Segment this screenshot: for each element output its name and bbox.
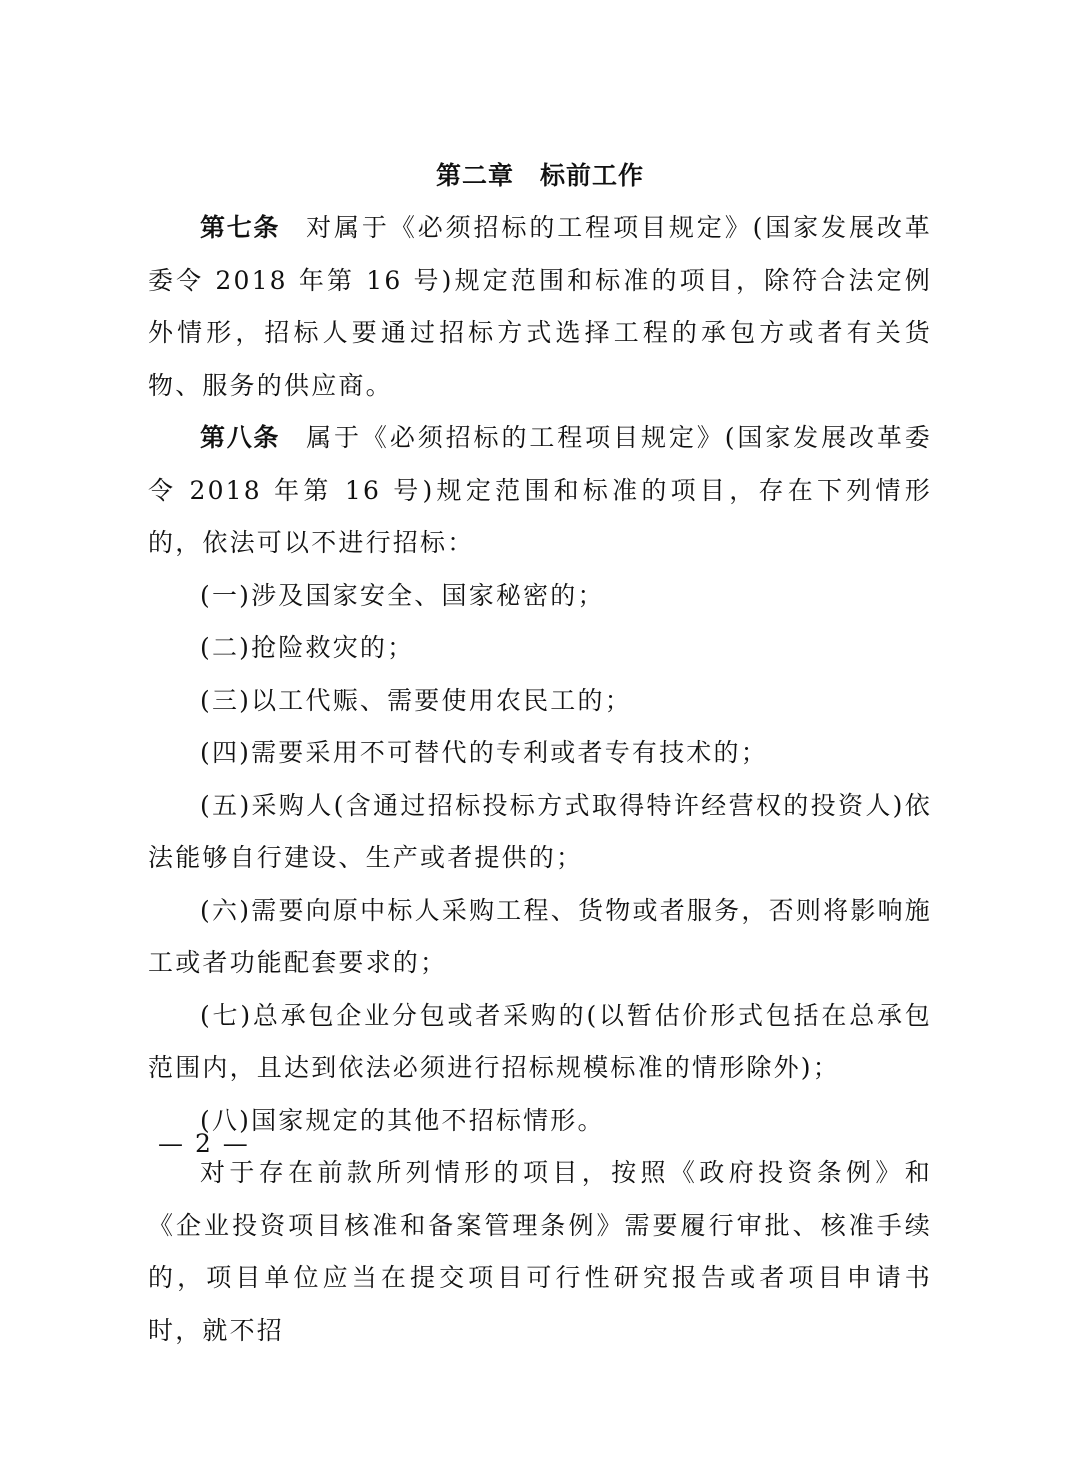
article-8 (148, 412, 932, 570)
page-number: — 2 — (158, 1129, 250, 1158)
list-item-1: (一)涉及国家安全、国家秘密的； (200, 580, 605, 610)
article-7 (148, 202, 932, 412)
list-item-4: (四)需要采用不可替代的专利或者专有技术的； (200, 738, 768, 767)
document-page (148, 150, 932, 1357)
list-item-2: (二)抢险救灾的； (200, 633, 415, 662)
article-8-text: 属于《必须招标的工程项目规定》(国家发展改革委令 2018 年第 16 号)规定范围和标准的项目，存在下列情形的，依法可以不进行招标： (148, 423, 932, 557)
closing-paragraph: 对于存在前款所列情形的项目，按照《政府投资条例》和《企业投资项目核准和备案管理条例》需要履行审批、核准手续的，项目单位应当在提交项目可行性研究报告或者项目申请书时，就不招 (148, 1158, 932, 1345)
list-item-6: (六)需要向原中标人采购工程、货物或者服务，否则将影响施工或者功能配套要求的； (148, 895, 932, 977)
list-item-8: (八)国家规定的其他不招标情形。 (200, 1105, 605, 1135)
list-item-7: (七)总承包企业分包或者采购的(以暂估价形式包括在总承包范围内，且达到依法必须进行招标规模标准的情形除外)； (148, 1000, 932, 1082)
article-7-text: 对属于《必须招标的工程项目规定》(国家发展改革委令 2018 年第 16 号)规定范围和标准的项目，除符合法定例外情形，招标人要通过招标方式选择工程的承包方或者有关货物、服务的供应商。 (148, 213, 932, 400)
list-item-5: (五)采购人(含通过招标投标方式取得特许经营权的投资人)依法能够自行建设、生产或者提供的； (148, 790, 932, 872)
article-7-label: 第七条 (200, 213, 281, 242)
article-8-label: 第八条 (200, 423, 281, 452)
chapter-title: 第二章 标前工作 (435, 161, 644, 190)
list-item-3: (三)以工代赈、需要使用农民工的； (200, 685, 632, 715)
